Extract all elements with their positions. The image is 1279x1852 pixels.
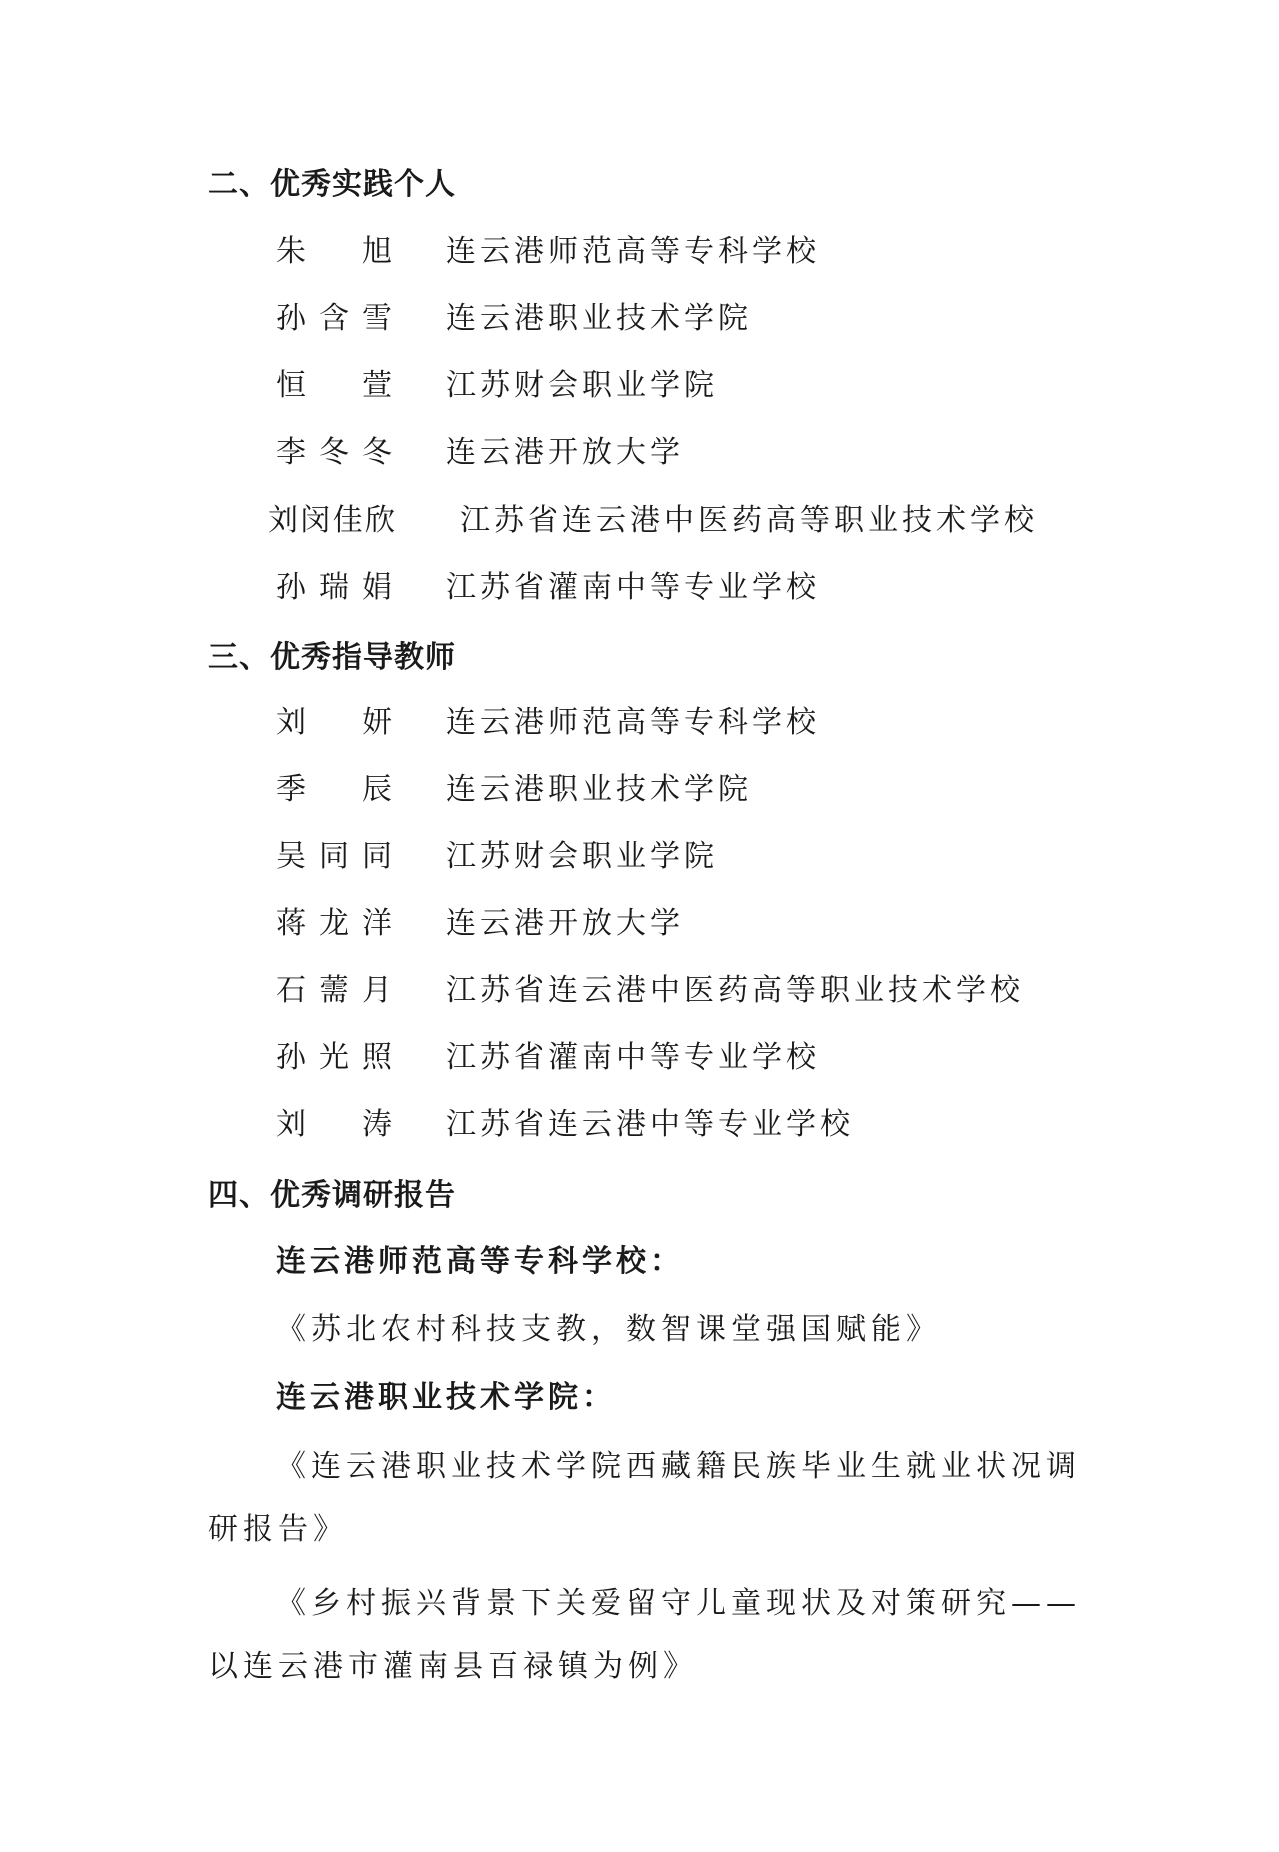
- organization-name: 江苏财会职业学院: [446, 368, 718, 403]
- teacher-name: 季 辰: [276, 772, 396, 807]
- organization-name: 连云港职业技术学院: [446, 772, 752, 807]
- teacher-name: 蒋龙洋: [276, 906, 396, 941]
- organization-name: 江苏省灌南中等专业学校: [446, 570, 820, 605]
- organization-name: 连云港师范高等专科学校: [446, 705, 820, 740]
- teacher-name: 孙光照: [276, 1040, 396, 1075]
- report-title: 《苏北农村科技支教，数智课堂强国赋能》: [276, 1312, 941, 1347]
- section-heading-reports: 四、优秀调研报告: [208, 1178, 456, 1213]
- person-name: 孙瑞娟: [276, 570, 396, 605]
- teacher-name: 刘 妍: [276, 705, 396, 740]
- organization-name: 江苏省连云港中医药高等职业技术学校: [446, 973, 1024, 1008]
- person-name: 朱 旭: [276, 234, 396, 269]
- person-name: 孙含雪: [276, 301, 396, 336]
- organization-name: 江苏省灌南中等专业学校: [446, 1040, 820, 1075]
- report-title-continuation: 以连云港市灌南县百禄镇为例》: [208, 1649, 698, 1684]
- organization-name: 连云港师范高等专科学校: [446, 234, 820, 269]
- section-heading-teachers: 三、优秀指导教师: [208, 640, 456, 675]
- report-title-continuation: 研报告》: [208, 1512, 348, 1547]
- organization-name: 江苏省连云港中医药高等职业技术学校: [460, 503, 1038, 538]
- organization-name: 连云港开放大学: [446, 435, 684, 470]
- report-title: 《连云港职业技术学院西藏籍民族毕业生就业状况调: [276, 1449, 1081, 1484]
- section-heading-individuals: 二、优秀实践个人: [208, 167, 456, 202]
- organization-name: 连云港职业技术学院: [446, 301, 752, 336]
- person-name: 刘闵佳欣: [268, 503, 396, 538]
- organization-name: 连云港开放大学: [446, 906, 684, 941]
- teacher-name: 吴同同: [276, 839, 396, 874]
- organization-name: 江苏省连云港中等专业学校: [446, 1107, 854, 1142]
- person-name: 恒 萱: [276, 368, 396, 403]
- teacher-name: 石薷月: [276, 973, 396, 1008]
- teacher-name: 刘 涛: [276, 1107, 396, 1142]
- report-school-name: 连云港职业技术学院：: [276, 1380, 616, 1415]
- report-title: 《乡村振兴背景下关爱留守儿童现状及对策研究——: [276, 1586, 1081, 1621]
- organization-name: 江苏财会职业学院: [446, 839, 718, 874]
- report-school-name: 连云港师范高等专科学校：: [276, 1244, 684, 1279]
- person-name: 李冬冬: [276, 435, 396, 470]
